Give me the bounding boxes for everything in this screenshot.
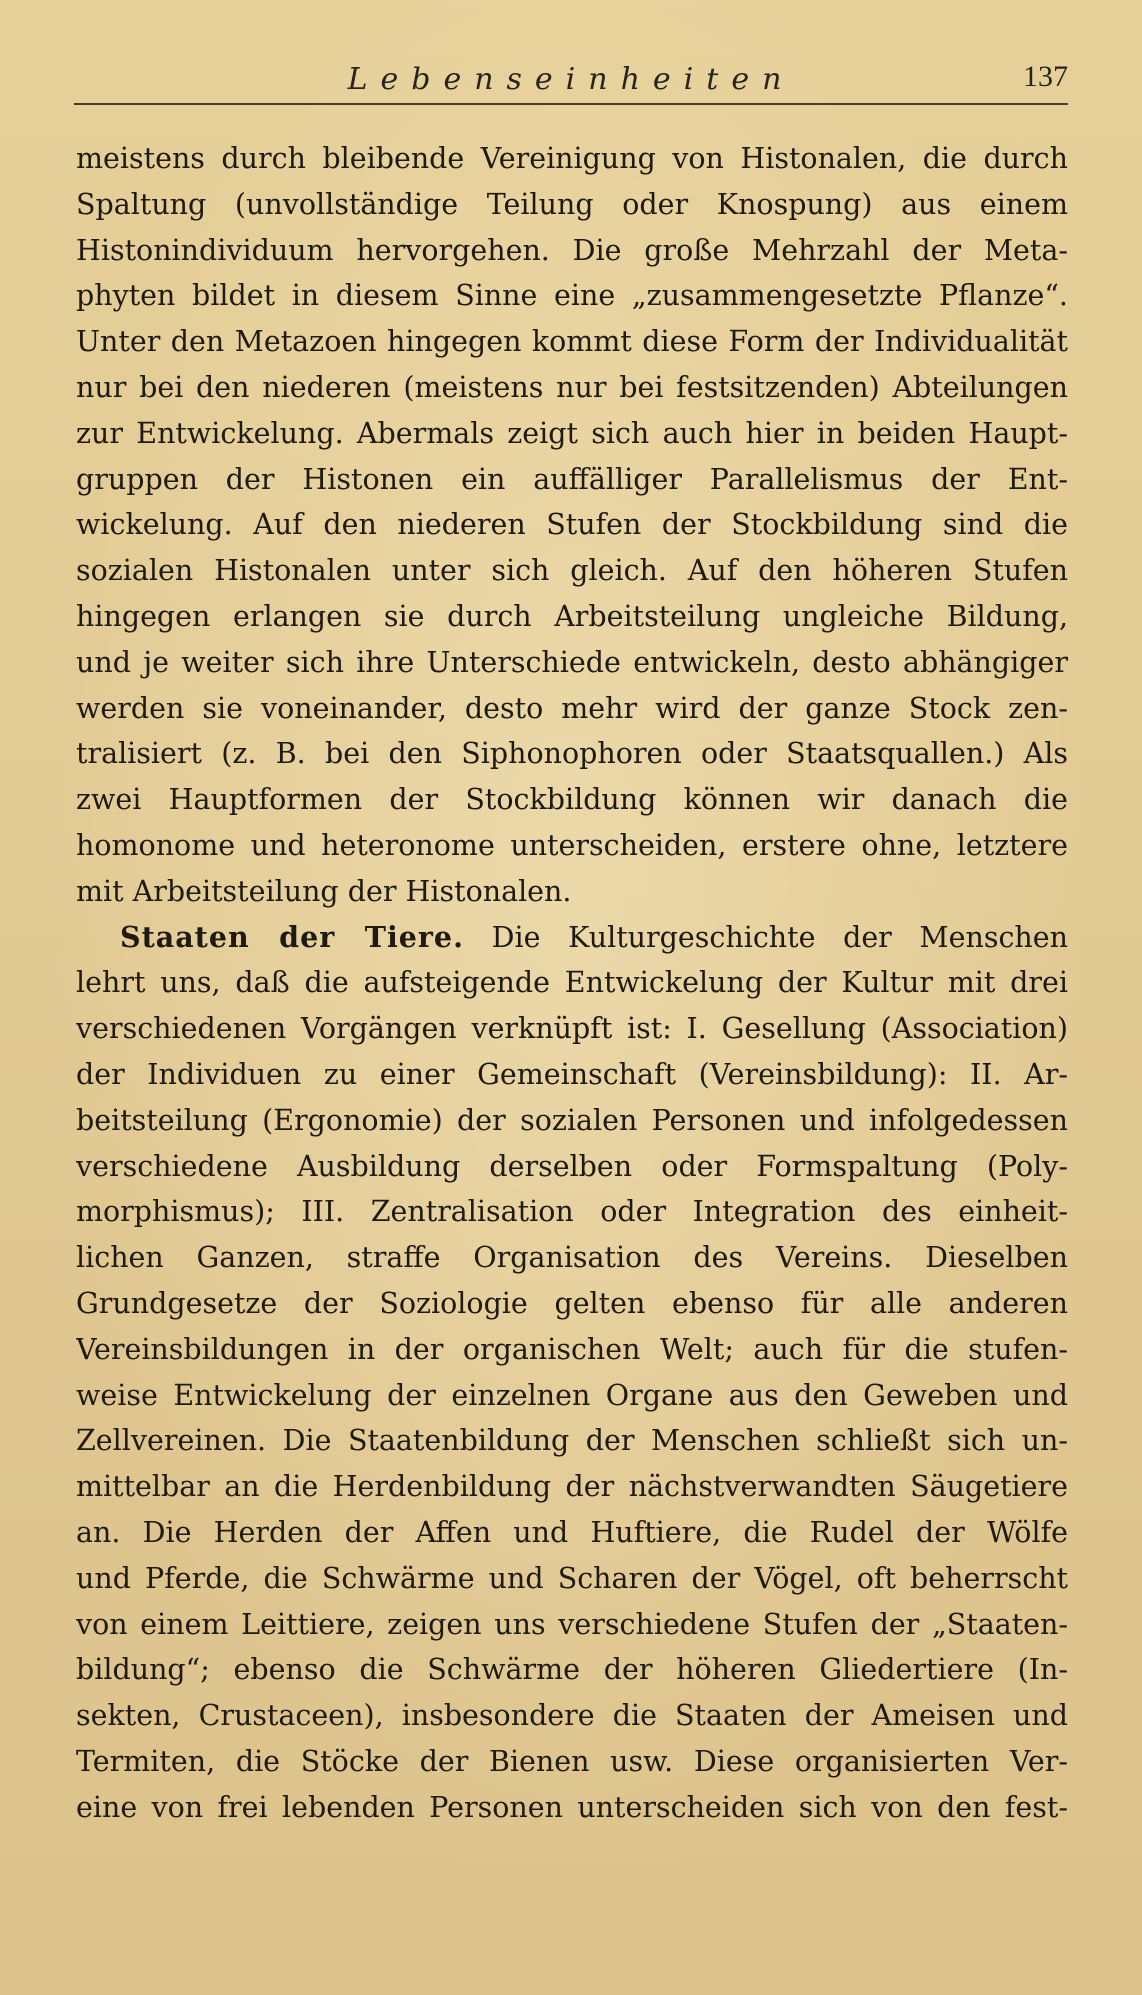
text-line: homonome und heteronome unterscheiden, erstere ohne, letztere (76, 828, 1068, 862)
text-line: und Pferde, die Schwärme und Scharen der Vögel, oft beherrscht (76, 1561, 1068, 1595)
section-first-line-text: Die Kulturgeschichte der Menschen (491, 920, 1068, 954)
text-line: lichen Ganzen, straffe Organisation des Vereins. Dieselben (76, 1241, 1068, 1275)
text-line: bildung“; ebenso die Schwärme der höheren Gliedertiere (In- (76, 1653, 1068, 1687)
text-line: zwei Hauptformen der Stockbildung können wir danach die (76, 783, 1068, 817)
text-line: sozialen Histonalen unter sich gleich. Auf den höheren Stufen (76, 554, 1068, 588)
text-line: zur Entwickelung. Abermals zeigt sich auch hier in beiden Haupt- (76, 416, 1068, 450)
text-line: hingegen erlangen sie durch Arbeitsteilung ungleiche Bildung, (76, 599, 1068, 633)
text-line: und je weiter sich ihre Unterschiede entwickeln, desto abhängiger (76, 645, 1068, 679)
section-first-line (76, 915, 1068, 961)
page-number: 137 (1023, 60, 1068, 93)
text-line: weise Entwickelung der einzelnen Organe aus den Geweben und (76, 1378, 1068, 1412)
text-line: mittelbar an die Herdenbildung der nächstverwandten Säugetiere (76, 1470, 1068, 1504)
text-line: eine von frei lebenden Personen unterscheiden sich von den fest- (76, 1790, 1068, 1824)
text-line: meistens durch bleibende Vereinigung von Histonalen, die durch (76, 142, 1068, 175)
text-line: Spaltung (unvollständige Teilung oder Knospung) aus einem (76, 187, 1068, 221)
text-line: sekten, Crustaceen), insbesondere die Staaten der Ameisen und (76, 1699, 1068, 1733)
text-line: Histonindividuum hervorgehen. Die große Mehrzahl der Meta- (76, 233, 1068, 267)
text-line: beitsteilung (Ergonomie) der sozialen Personen und infolgedessen (76, 1103, 1068, 1137)
text-line: morphismus); III. Zentralisation oder Integration des einheit- (76, 1195, 1068, 1229)
text-line: mit Arbeitsteilung der Histonalen. (76, 874, 572, 908)
text-line: nur bei den niederen (meistens nur bei festsitzenden) Abteilungen (76, 370, 1068, 404)
text-line: Unter den Metazoen hingegen kommt diese Form der Individualität (76, 325, 1068, 359)
text-line: werden sie voneinander, desto mehr wird der ganze Stock zen- (76, 691, 1068, 725)
body-text (76, 136, 1068, 1830)
text-line: von einem Leittiere, zeigen uns verschiedene Stufen der „Staaten- (76, 1607, 1068, 1641)
page-header (74, 56, 1068, 102)
text-line: Grundgesetze der Soziologie gelten ebenso für alle anderen (76, 1286, 1068, 1320)
text-line: Termiten, die Stöcke der Bienen usw. Diese organisierten Ver- (76, 1744, 1068, 1778)
text-line: verschiedene Ausbildung derselben oder Formspaltung (Poly- (76, 1149, 1068, 1183)
text-line: tralisiert (z. B. bei den Siphonophoren oder Staatsquallen.) Als (76, 737, 1068, 771)
header-rule (74, 103, 1068, 105)
text-line: Vereinsbildungen in der organischen Welt; auch für die stufen- (76, 1332, 1068, 1366)
running-head: Lebenseinheiten (347, 62, 795, 97)
text-line: wickelung. Auf den niederen Stufen der Stockbildung sind die (76, 508, 1068, 542)
text-line: verschiedenen Vorgängen verknüpft ist: I. Gesellung (Association) (76, 1012, 1068, 1046)
text-line: an. Die Herden der Affen und Huftiere, die Rudel der Wölfe (76, 1515, 1068, 1549)
section-heading: Staaten der Tiere. (120, 919, 464, 954)
text-line: lehrt uns, daß die aufsteigende Entwickelung der Kultur mit drei (76, 966, 1068, 1000)
text-line: gruppen der Histonen ein auffälliger Parallelismus der Ent- (76, 462, 1068, 496)
text-line: Zellvereinen. Die Staatenbildung der Menschen schließt sich un- (76, 1424, 1068, 1458)
text-line: der Individuen zu einer Gemeinschaft (Vereinsbildung): II. Ar- (76, 1057, 1068, 1091)
text-line: phyten bildet in diesem Sinne eine „zusammengesetzte Pflanze“. (76, 279, 1068, 313)
